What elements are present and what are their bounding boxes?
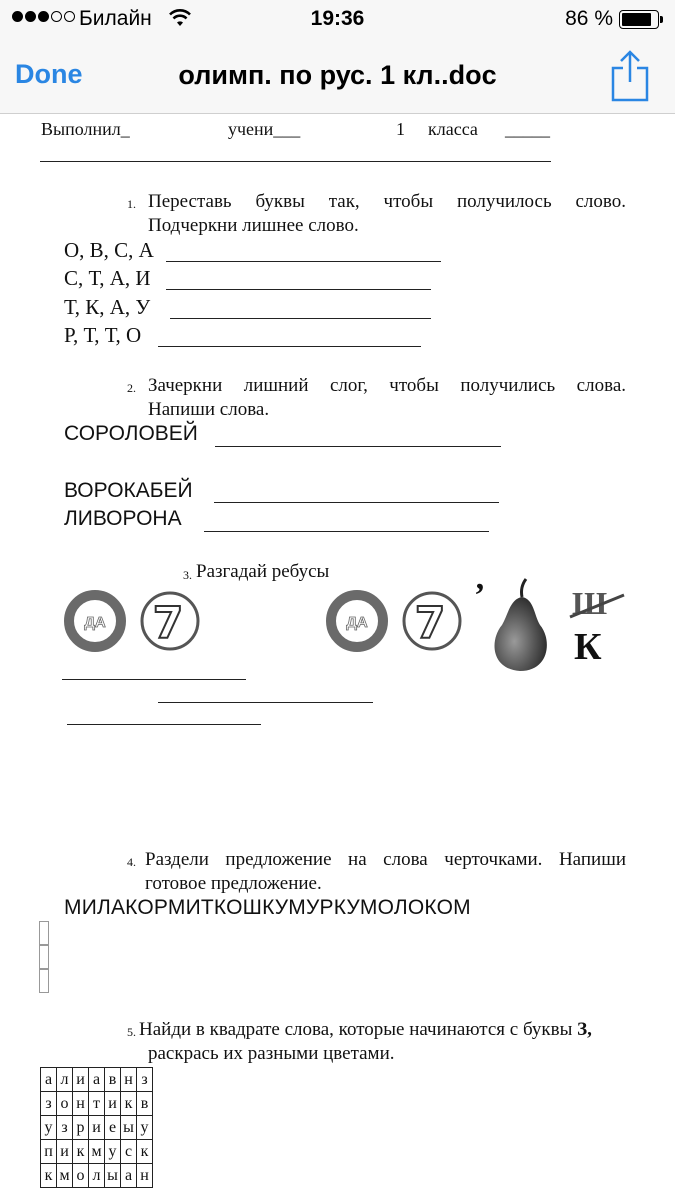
grid-row: [41, 1164, 153, 1188]
grid-cell: к: [137, 1140, 153, 1164]
grid-cell: у: [41, 1116, 57, 1140]
rebus-2: [326, 586, 446, 656]
answer-line: [214, 502, 499, 503]
grid-cell: з: [41, 1092, 57, 1116]
task3-title: Разгадай ребусы: [196, 561, 330, 582]
task1-item-4: Р, Т, Т, О: [64, 323, 142, 347]
task4-sentence: МИЛАКОРМИТКОШКУМУРКУМОЛОКОМ: [64, 896, 471, 919]
navigation-bar: [0, 40, 675, 114]
task2-text-line2: Напиши слова.: [148, 399, 270, 420]
task5-number: 5.: [127, 1025, 136, 1039]
grid-row: [41, 1140, 153, 1164]
task1-text-line1: Переставь буквы так, чтобы получилось слово.: [148, 191, 626, 212]
carrier-name: Билайн: [79, 7, 152, 30]
grade-label: класса: [428, 119, 478, 139]
grid-cell: р: [73, 1116, 89, 1140]
done-button[interactable]: Done: [15, 59, 83, 89]
rebus-1-seven: [142, 593, 198, 649]
grid-cell: м: [57, 1164, 73, 1188]
grid-cell: к: [121, 1092, 137, 1116]
battery-percentage: 86 %: [565, 7, 613, 30]
answer-line: [170, 318, 431, 319]
name-line: [40, 161, 551, 162]
task2-item-3: ЛИВОРОНА: [64, 507, 182, 530]
grid-cell: ы: [121, 1116, 137, 1140]
answer-line: [67, 724, 261, 725]
battery-tip: [660, 16, 663, 23]
grid-cell: и: [57, 1140, 73, 1164]
document-title: олимп. по рус. 1 кл..doc: [178, 60, 497, 90]
task4-text-line1: Раздели предложение на слова черточками. Напиши: [145, 849, 626, 870]
strike-through-icon: [568, 591, 628, 621]
rebus-1-circle-text: ДА: [84, 614, 106, 631]
grid-cell: о: [57, 1092, 73, 1116]
grid-cell: к: [73, 1140, 89, 1164]
rebus-2-comma: ’: [474, 577, 486, 614]
answer-line: [62, 679, 246, 680]
grid-cell: с: [121, 1140, 137, 1164]
grid-cell: м: [89, 1140, 105, 1164]
grid-cell: н: [137, 1164, 153, 1188]
task1-item-3: Т, К, А, У: [64, 295, 151, 319]
grid-cell: п: [41, 1140, 57, 1164]
grid-row: [41, 1068, 153, 1092]
task2-item-1: СОРОЛОВЕЙ: [64, 422, 198, 445]
grid-cell: у: [105, 1140, 121, 1164]
pear-image: [484, 577, 556, 673]
rebus-2-digit: 7: [414, 598, 446, 649]
grid-row: [41, 1116, 153, 1140]
document-view[interactable]: [0, 115, 675, 1200]
grid-cell: а: [89, 1068, 105, 1092]
task3-number: 3.: [183, 568, 192, 582]
task5-text-line1-main: Найди в квадрате слова, которые начинаются с буквы: [139, 1019, 578, 1040]
grid-cell: т: [89, 1092, 105, 1116]
status-time: 19:36: [310, 7, 365, 30]
text-frame-marker: [39, 945, 49, 969]
grid-cell: в: [105, 1068, 121, 1092]
grid-cell: и: [89, 1116, 105, 1140]
grid-cell: в: [137, 1092, 153, 1116]
rebus-2-crossed-letter: Ш: [572, 585, 608, 621]
grid-cell: а: [121, 1164, 137, 1188]
grid-cell: е: [105, 1116, 121, 1140]
text-frame-marker: [39, 921, 49, 945]
task4-number: 4.: [127, 855, 136, 869]
task4-text-line2: готовое предложение.: [145, 873, 322, 894]
answer-line: [166, 289, 431, 290]
task5-text-line2: раскрась их разными цветами.: [148, 1043, 395, 1064]
performed-label: Выполнил_: [41, 119, 130, 139]
task2-item-2: ВОРОКАБЕЙ: [64, 479, 193, 502]
battery-icon: [619, 10, 659, 29]
answer-line: [158, 702, 373, 703]
letter-grid: [40, 1067, 153, 1188]
grid-cell: н: [73, 1092, 89, 1116]
task5-letter: З,: [577, 1019, 592, 1040]
grid-row: [41, 1092, 153, 1116]
task2-text-line1: Зачеркни лишний слог, чтобы получились слова.: [148, 375, 626, 396]
task1-number: 1.: [127, 197, 136, 211]
task5-text-line1: [139, 1019, 592, 1041]
answer-line: [215, 446, 501, 447]
answer-line: [166, 261, 441, 262]
task1-item-1: О, В, С, А: [64, 238, 154, 262]
student-label: учени___: [228, 119, 301, 139]
grid-cell: у: [137, 1116, 153, 1140]
rebus-1: [62, 586, 184, 656]
task2-number: 2.: [127, 381, 136, 395]
grid-cell: ы: [105, 1164, 121, 1188]
task1-text-line2: Подчеркни лишнее слово.: [148, 215, 359, 236]
grade-blank: _____: [505, 119, 550, 139]
answer-line: [158, 346, 421, 347]
answer-line: [204, 531, 489, 532]
grid-cell: з: [57, 1116, 73, 1140]
share-icon[interactable]: [608, 48, 652, 104]
task1-item-2: С, Т, А, И: [64, 266, 151, 290]
rebus-1-ring: [69, 595, 121, 647]
grid-cell: л: [89, 1164, 105, 1188]
rebus-1-digit: 7: [152, 598, 184, 649]
grid-cell: л: [57, 1068, 73, 1092]
grid-cell: к: [41, 1164, 57, 1188]
grade-number: 1: [396, 119, 405, 139]
grid-cell: и: [73, 1068, 89, 1092]
status-bar: [0, 0, 675, 40]
rebus-2-new-letter: К: [574, 626, 602, 668]
grid-cell: а: [41, 1068, 57, 1092]
grid-cell: н: [121, 1068, 137, 1092]
grid-cell: и: [105, 1092, 121, 1116]
text-frame-marker: [39, 969, 49, 993]
rebus-2-circle-text: ДА: [346, 614, 368, 631]
grid-cell: о: [73, 1164, 89, 1188]
grid-cell: з: [137, 1068, 153, 1092]
